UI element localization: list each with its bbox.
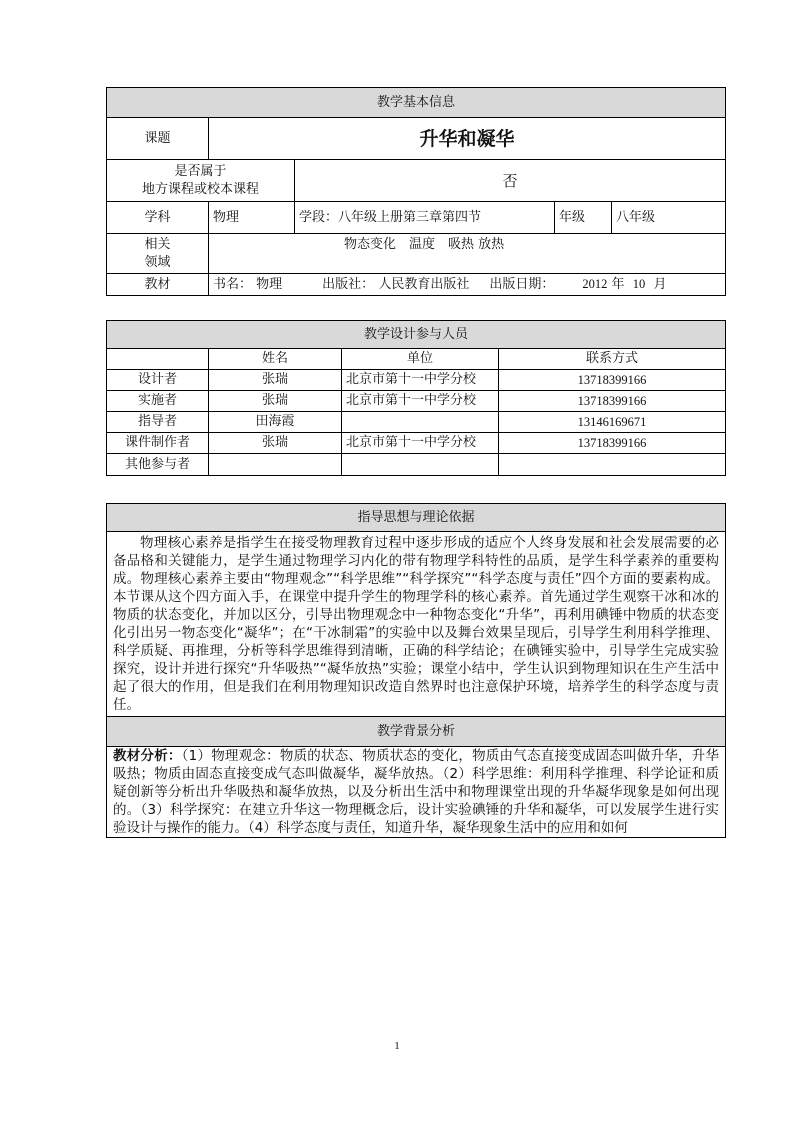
unit-cell: 北京市第十一中学分校: [342, 370, 499, 391]
name-cell: 张瑞: [209, 370, 342, 391]
local-course-value: 否: [295, 160, 726, 202]
page-number: 1: [394, 1040, 400, 1052]
table-row: [107, 391, 726, 412]
textbook-info: [209, 274, 726, 296]
participants-table: [106, 320, 726, 476]
name-cell: [209, 454, 342, 476]
grade-value: 八年级: [612, 202, 726, 234]
pubdate-year: 2012: [582, 277, 608, 291]
phone-cell: [499, 454, 726, 476]
background-text: （1）物理观念：物质的状态、物质状态的变化，物质由气态直接变成固态叫做升华，升华吸热；物质由固态直接变成气态叫做凝华，凝华放热。（2）科学思维：利用科学推理、科学论证和质疑创新等分析出升华吸热和凝华放热，以及分析出生活中和物理课堂出现的升华凝华现象是如何出现的。（3）科学探究：在建立升华这一物理概念后，设计实验碘锤的升华和凝华，可以发展学生进行实验设计与操作的能力。（4）科学态度与责任，知道升华，凝华现象生活中的应用和如何: [113, 748, 719, 836]
name-cell: 张瑞: [209, 433, 342, 454]
textbook-label: 教材: [107, 274, 209, 296]
background-header: 教学背景分析: [107, 717, 726, 747]
phone-cell: 13146169671: [499, 412, 726, 433]
pubdate-label: 出版日期：: [489, 277, 555, 292]
table-row: [107, 412, 726, 433]
table-row: [107, 433, 726, 454]
guidance-text: 物理核心素养是指学生在接受物理教育过程中逐步形成的适应个人终身发展和社会发展需要的必备品格和关键能力，是学生通过物理学习内化的带有物理学科特性的品质，是学生科学素养的重要构成。物理核心素养主要由“物理观念”“科学思维”“科学探究”“科学态度与责任”四个方面的要素构成。本节课从这个四方面入手，在课堂中提升学生的物理学科的核心素养。首先通过学生观察干冰和冰的物质的状态变化，并加以区分，引导出物理观念中一种物态变化“升华”，再利用碘锤中物质的状态变化引出另一物态变化“凝华”；在“干冰制霜”的实验中以及舞台效果呈现后，引导学生利用科学推理、科学质疑、再推理，分析等科学思维得到清晰，正确的科学结论；在碘锤实验中，引导学生完成实验探究，设计并进行探究“升华吸热”“凝华放热”实验；课堂小结中，学生认识到物理知识在生产生活中起了很大的作用，但是我们在利用物理知识改造自然界时也注意保护环境，培养学生的科学态度与责任。: [107, 532, 726, 717]
col-header-role: [107, 349, 209, 370]
local-course-label: [107, 160, 295, 202]
table-row: [107, 370, 726, 391]
related-label-line1: 相关: [144, 236, 171, 252]
basic-info-table: [106, 87, 726, 296]
role-cell: 课件制作者: [107, 433, 209, 454]
phone-cell: 13718399166: [499, 433, 726, 454]
subject-value: 物理: [209, 202, 295, 234]
grade-label: 年级: [555, 202, 612, 234]
col-header-contact: 联系方式: [499, 349, 726, 370]
related-label: [107, 234, 209, 274]
related-value: 物态变化 温度 吸热 放热: [209, 234, 726, 274]
pubdate-month-unit: 月: [653, 277, 667, 292]
pubdate-month: 10: [632, 277, 646, 291]
phone-cell: 13718399166: [499, 391, 726, 412]
role-cell: 设计者: [107, 370, 209, 391]
table-row: [107, 454, 726, 476]
phone-cell: 13718399166: [499, 370, 726, 391]
publisher: 人民教育出版社: [378, 277, 470, 292]
background-lead: 教材分析：: [113, 748, 182, 764]
guidance-header: 指导思想与理论依据: [107, 504, 726, 532]
unit-cell: [342, 454, 499, 476]
background-content: [107, 747, 726, 838]
local-course-label-line1: 是否属于: [174, 163, 227, 179]
basic-info-header: 教学基本信息: [107, 88, 726, 118]
book-name: 物理: [256, 277, 283, 292]
guidance-table: [106, 503, 726, 838]
col-header-unit: 单位: [342, 349, 499, 370]
role-cell: 实施者: [107, 391, 209, 412]
stage-value: 学段：八年级上册第三章第四节: [295, 202, 555, 234]
unit-cell: 北京市第十一中学分校: [342, 433, 499, 454]
name-cell: 张瑞: [209, 391, 342, 412]
local-course-label-line2: 地方课程或校本课程: [141, 181, 259, 197]
book-name-label: 书名：: [213, 277, 253, 292]
topic-label: 课题: [107, 118, 209, 160]
role-cell: 其他参与者: [107, 454, 209, 476]
name-cell: 田海霞: [209, 412, 342, 433]
pubdate-year-unit: 年: [611, 277, 625, 292]
unit-cell: [342, 412, 499, 433]
participants-header: 教学设计参与人员: [107, 321, 726, 349]
related-label-line2: 领域: [144, 254, 171, 270]
col-header-name: 姓名: [209, 349, 342, 370]
role-cell: 指导者: [107, 412, 209, 433]
publisher-label: 出版社：: [322, 277, 375, 292]
topic-value: 升华和凝华: [209, 118, 726, 160]
subject-label: 学科: [107, 202, 209, 234]
unit-cell: 北京市第十一中学分校: [342, 391, 499, 412]
